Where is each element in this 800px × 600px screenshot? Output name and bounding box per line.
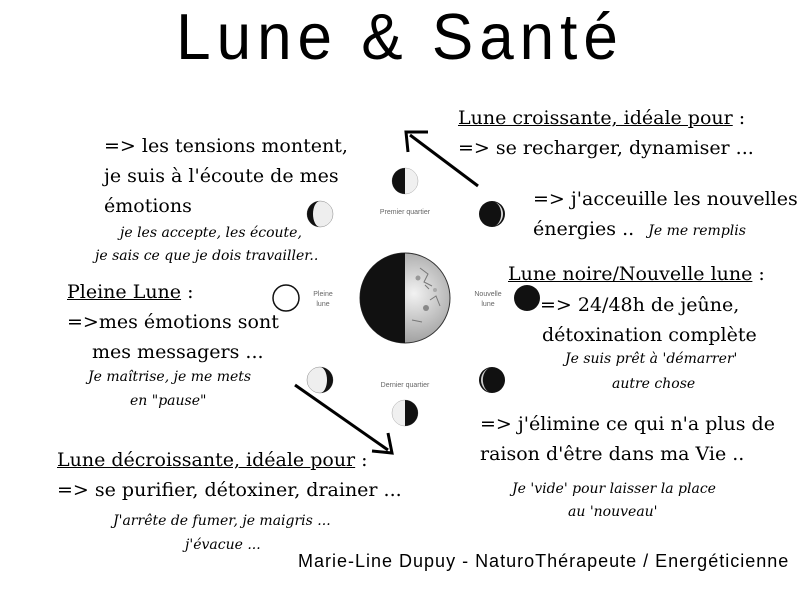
decroissante-note-1: J'arrête de fumer, je maigris ... bbox=[113, 513, 331, 529]
energies-line-2: énergies .. bbox=[533, 218, 635, 240]
croissante-heading: Lune croissante, idéale pour bbox=[458, 107, 733, 129]
decroissante-block bbox=[57, 445, 402, 505]
croissante-line: => se recharger, dynamiser ... bbox=[458, 137, 754, 159]
pleine-note-1: Je maîtrise, je me mets bbox=[88, 369, 252, 385]
energies-note: Je me remplis bbox=[648, 223, 746, 239]
elimine-note-2: au 'nouveau' bbox=[568, 504, 658, 520]
decroissante-heading: Lune décroissante, idéale pour bbox=[57, 449, 356, 471]
page-title: Lune & Santé bbox=[176, 1, 624, 74]
label-nouvelle-1: Nouvelle bbox=[474, 291, 502, 298]
noire-heading: Lune noire/Nouvelle lune bbox=[508, 263, 753, 285]
decroissante-line: => se purifier, détoxiner, drainer ... bbox=[57, 479, 402, 501]
tensions-block bbox=[104, 131, 348, 221]
noire-colon: : bbox=[752, 263, 765, 285]
decroissante-note-2: j'évacue ... bbox=[185, 537, 261, 553]
noire-note-1: Je suis prêt à 'démarrer' bbox=[565, 351, 738, 367]
elimine-note-1: Je 'vide' pour laisser la place bbox=[512, 481, 716, 497]
pleine-note-2: en "pause" bbox=[130, 393, 207, 409]
elimine-line-1: => j'élimine ce qui n'a plus de bbox=[480, 413, 775, 435]
tensions-line-3: émotions bbox=[104, 195, 192, 217]
tensions-note-2: je sais ce que je dois travailler.. bbox=[95, 248, 319, 264]
elimine-line-2: raison d'être dans ma Vie .. bbox=[480, 443, 745, 465]
label-premier-quartier: Premier quartier bbox=[379, 209, 431, 216]
pleine-line-1: =>mes émotions sont bbox=[67, 311, 279, 333]
pleine-colon: : bbox=[181, 281, 194, 303]
tensions-note-1: je les accepte, les écoute, bbox=[120, 225, 302, 241]
energies-line-1: => j'acceuille les nouvelles bbox=[533, 188, 798, 210]
tensions-line-1: => les tensions montent, bbox=[104, 135, 348, 157]
croissante-block bbox=[458, 103, 754, 163]
noire-line-2: détoxination complète bbox=[542, 324, 757, 346]
noire-line-1: => 24/48h de jeûne, bbox=[540, 294, 740, 316]
label-pleine-2: lune bbox=[316, 301, 330, 308]
decroissante-colon: : bbox=[355, 449, 368, 471]
croissante-colon: : bbox=[732, 107, 746, 129]
pleine-heading: Pleine Lune bbox=[67, 281, 182, 303]
noire-heading-wrap bbox=[508, 259, 765, 289]
energies-line-2-wrap bbox=[533, 214, 746, 244]
label-dernier-quartier: Dernier quartier bbox=[380, 382, 430, 389]
arrow-down-right-icon bbox=[295, 385, 392, 453]
tensions-line-2: je suis à l'écoute de mes bbox=[104, 165, 339, 187]
elimine-block bbox=[480, 409, 775, 469]
pleine-line-2: mes messagers ... bbox=[92, 341, 264, 363]
signature: Marie-Line Dupuy - NaturoThérapeute / Energéticienne bbox=[298, 551, 790, 571]
label-pleine-1: Pleine bbox=[313, 291, 333, 298]
noire-note-2: autre chose bbox=[612, 376, 696, 392]
label-nouvelle-2: lune bbox=[481, 301, 495, 308]
pleine-block bbox=[67, 277, 279, 367]
